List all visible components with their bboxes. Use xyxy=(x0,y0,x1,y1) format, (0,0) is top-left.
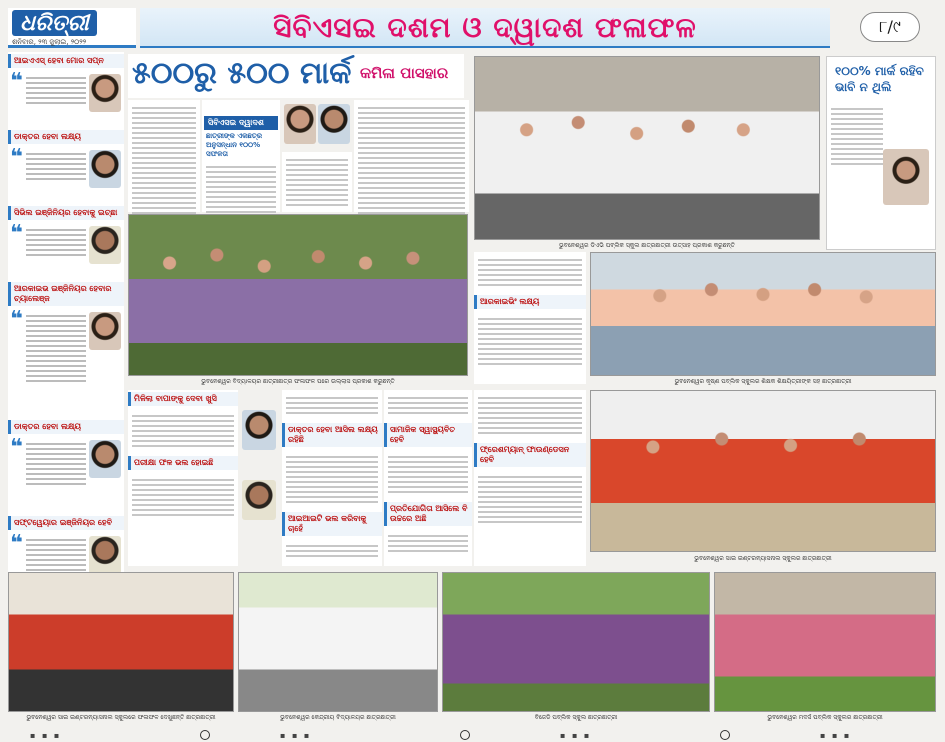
center-subhead: ସିବିଏସଇ ଦ୍ୱାଦଶ xyxy=(204,116,278,130)
section-heading: ପ୍ରତିଯୋଗିତା ଆସିଲେ ବି ଉଚ୍ଚରେ ଅଛି xyxy=(384,502,472,526)
left-item-title: ସଫ୍ଟୱେୟାର ଇଞ୍ଜିନିୟର ହେବି xyxy=(8,516,124,530)
photo-caption: ଭୁବନେଶ୍ୱର ବିଦ୍ୟାଳୟର ଛାତ୍ରୀଛାତ୍ର ଫଳାଫଳ ପରେ ଉଲ୍ଲାସ ପ୍ରକାଶ କରୁଛନ୍ତି xyxy=(201,378,395,385)
article-column-6 xyxy=(128,390,238,566)
photo-students-group xyxy=(474,56,820,240)
section-heading: ଫ୍ରେଶମ୍ୟାନ୍ ଫାଉଣ୍ଡେସନ ହେବି xyxy=(474,443,586,467)
dateline: ଶନିବାର, ୨୩ ଜୁଲାଇ, ୨୦୨୨ xyxy=(12,38,87,46)
article-column-5 xyxy=(474,252,586,384)
section-heading: ଡାକ୍ତର ହେବା ଆସିଲ ଲକ୍ଷ୍ୟ ରହିଛି xyxy=(282,423,382,447)
left-item-2 xyxy=(8,130,124,204)
photo-students-celebrating xyxy=(128,214,468,376)
photo-caption: ଭୁବନେଶ୍ୱର କୃଷ୍ଣ ପବ୍ଲିକ ସ୍କୁଲର ଶିକ୍ଷକ ଶିକ୍ଷୟିତ୍ରୀଙ୍କ ସହ ଛାତ୍ରଛାତ୍ରୀ xyxy=(674,378,852,385)
headline-main: ୫୦୦ରୁ ୫୦୦ ମାର୍କ xyxy=(132,56,352,91)
left-column xyxy=(8,52,124,582)
registration-icon xyxy=(720,730,730,740)
headline-side: କମିଳା ପାସହାର xyxy=(360,64,449,82)
photo-students-throwing-papers xyxy=(590,390,936,552)
student-portraits xyxy=(282,102,352,152)
main-headline xyxy=(128,54,464,98)
page-number: ୮/୯ xyxy=(860,12,920,42)
registration-marks: ▪ ▪ ▪ xyxy=(280,731,312,740)
left-item-title: ଡାକ୍ତର ହେବା ଲକ୍ଷ୍ୟ xyxy=(8,420,124,434)
registration-icon xyxy=(460,730,470,740)
article-column-8 xyxy=(384,390,472,566)
article-column-7 xyxy=(282,390,382,566)
quote-icon: ❝ xyxy=(10,145,23,170)
masthead xyxy=(8,8,136,48)
student-photo xyxy=(883,149,929,205)
photo-caption: ଭୁବନେଶ୍ୱର ସାଇ ଇଣ୍ଟରନ୍ୟାସନାଲ ସ୍କୁଲରେ ଫଳାଫଳ ଦେଖୁଛନ୍ତି ଛାତ୍ରଛାତ୍ରୀ xyxy=(26,714,216,721)
registration-marks: ▪ ▪ ▪ xyxy=(560,731,592,740)
article-column-4 xyxy=(354,100,469,212)
section-heading: ପରୀକ୍ଷା ଫଳ ଭଲ ହୋଇଛି xyxy=(128,456,238,470)
article-column-2 xyxy=(202,100,280,212)
registration-marks: ▪ ▪ ▪ xyxy=(30,731,62,740)
center-subhead-2: ଛାତ୍ରୀଙ୍କ ଏକଛତ୍ର ଅନୁସନ୍ଧାନ ୧୦୦% ସଫଳତା xyxy=(206,132,263,158)
article-column-9 xyxy=(474,390,586,566)
photo-caption: ଭୁବନେଶ୍ୱର ମଦର୍ସ ପବ୍ଲିକ ସ୍କୁଲର ଛାତ୍ରଛାତ୍ରୀ xyxy=(767,714,883,721)
student-photo xyxy=(89,440,121,478)
section-heading: ସାମାଜିକ ସ୍ୱାସ୍ଥ୍ୟବିତ ହେବି xyxy=(384,423,472,447)
student-portraits-mid xyxy=(240,400,280,560)
left-item-3 xyxy=(8,206,124,280)
student-photo xyxy=(89,150,121,188)
photo-students-teachers xyxy=(590,252,936,376)
photo-bottom-1 xyxy=(8,572,234,712)
section-heading: ଆଇଆଇଟି ଭଲ କରିବାକୁ ଚାହେଁ xyxy=(282,512,382,536)
section-heading: ମିଳିଲା ବାପାଙ୍କୁ ଦେବା ଖୁସି xyxy=(128,392,238,406)
left-item-title: ଆଇଏଏସ୍ ହେବା ମୋର ସପ୍ନ xyxy=(8,54,124,68)
left-item-4 xyxy=(8,282,124,418)
student-photo xyxy=(89,312,121,350)
photo-caption: ଭୁବନେଶ୍ୱର ସାଇ ଇଣ୍ଟରନ୍ୟାସନାଲ ସ୍କୁଲର ଛାତ୍ରଛାତ୍ରୀ xyxy=(694,555,832,562)
photo-bottom-4 xyxy=(714,572,936,712)
left-item-title: ସିଭିଲ ଇଞ୍ଜିନିୟର ହେବାକୁ ଇଚ୍ଛା xyxy=(8,206,124,220)
article-column-3 xyxy=(282,152,352,212)
right-quote-box xyxy=(826,56,936,250)
quote-icon: ❝ xyxy=(10,307,23,332)
student-photo xyxy=(242,410,276,450)
photo-bottom-2 xyxy=(238,572,438,712)
banner-title: ସିବିଏସଇ ଦଶମ ଓ ଦ୍ୱାଦଶ ଫଳାଫଳ xyxy=(273,11,697,44)
student-photo xyxy=(242,480,276,520)
photo-bottom-3 xyxy=(442,572,710,712)
article-column-1 xyxy=(128,100,200,212)
quote-icon: ❝ xyxy=(10,69,23,94)
registration-icon xyxy=(200,730,210,740)
student-photo xyxy=(318,104,350,144)
print-registration-strip xyxy=(0,728,945,742)
right-quote-text: ୧୦୦% ମାର୍କ ରହିବ ଭାବି ନ ଥିଲି xyxy=(835,64,924,94)
photo-caption: ବିଜେଡି ପବ୍ଲିକ ସ୍କୁଲ ଛାତ୍ରଛାତ୍ରୀ xyxy=(534,714,618,721)
left-item-title: ଡାକ୍ତର ହେବା ଲକ୍ଷ୍ୟ xyxy=(8,130,124,144)
newspaper-logo: ଧରିତ୍ରୀ xyxy=(12,10,97,36)
page-banner xyxy=(140,8,830,48)
registration-marks: ▪ ▪ ▪ xyxy=(820,731,852,740)
student-photo xyxy=(89,74,121,112)
quote-icon: ❝ xyxy=(10,531,23,556)
quote-icon: ❝ xyxy=(10,221,23,246)
photo-caption: ଭୁବନେଶ୍ୱର ଡିଏଭି ପବ୍ଲିକ ସ୍କୁଲ ଛାତ୍ରଛାତ୍ରୀ ଉତ୍ସାହ ପ୍ରକାଶ କରୁଛନ୍ତି xyxy=(559,242,735,249)
section-heading: ଆରକାଇଭିଂ ଲକ୍ଷ୍ୟ xyxy=(474,295,586,309)
student-photo xyxy=(284,104,316,144)
quote-icon: ❝ xyxy=(10,435,23,460)
left-item-title: ଆରକାଇଭ ଇଞ୍ଜିନିୟର ହେବାର ଚ୍ୟାଲେଞ୍ଜ xyxy=(8,282,124,306)
student-photo xyxy=(89,536,121,574)
student-photo xyxy=(89,226,121,264)
left-item-5 xyxy=(8,420,124,514)
photo-caption: ଭୁବନେଶ୍ୱର କେନ୍ଦ୍ରୀୟ ବିଦ୍ୟାଳୟର ଛାତ୍ରଛାତ୍ରୀ xyxy=(280,714,396,721)
left-item-1 xyxy=(8,54,124,128)
